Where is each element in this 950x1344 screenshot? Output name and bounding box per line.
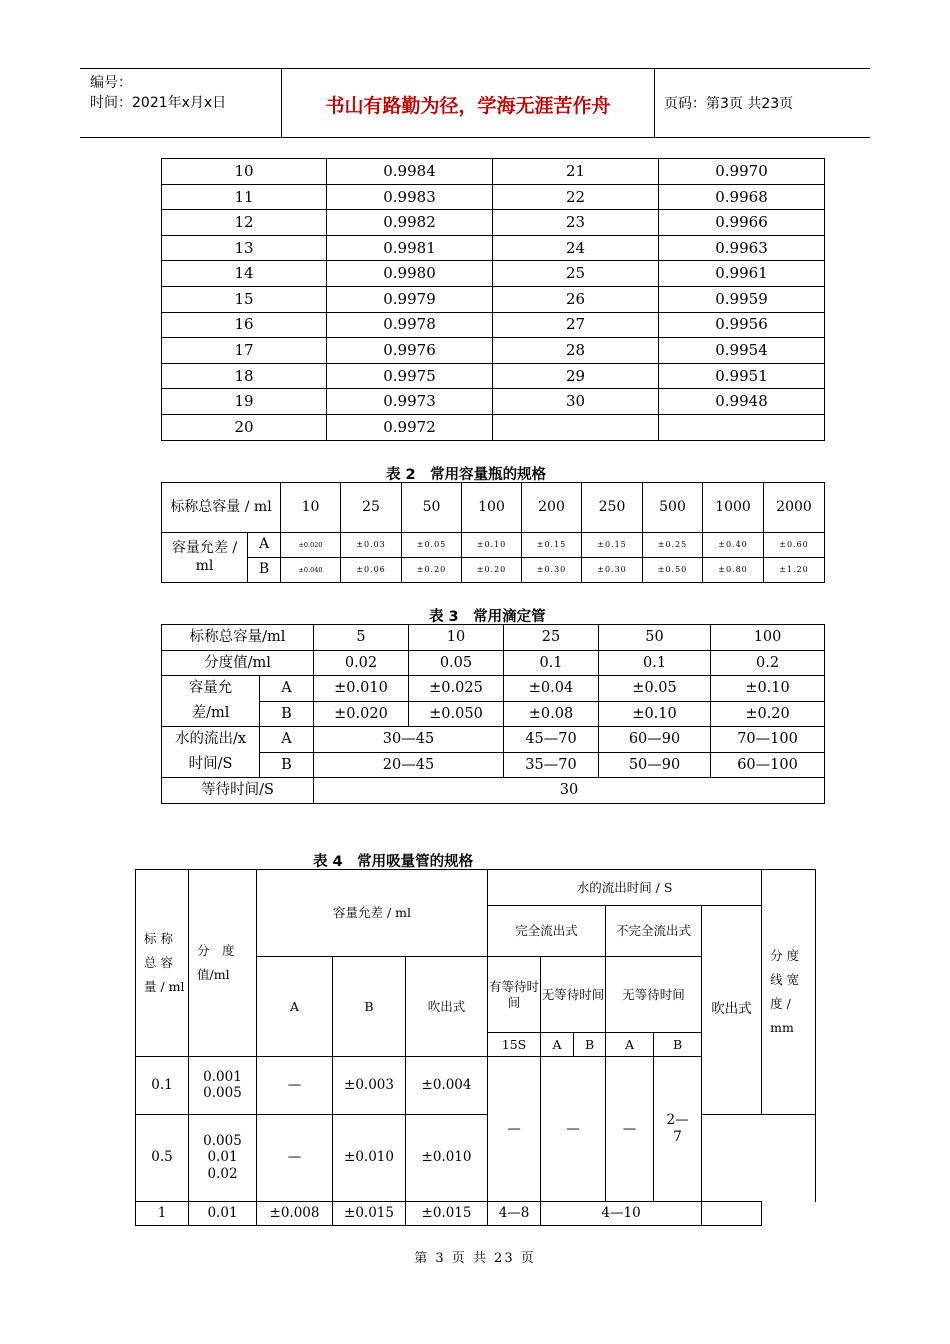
flask-tolerance-header: 容量允差 / ml bbox=[162, 533, 248, 583]
grade-a-label: A bbox=[248, 533, 281, 558]
flask-tolerance-a: ±0.020 bbox=[281, 533, 341, 558]
grade-a-label: A bbox=[260, 727, 314, 753]
pipette-flow-header: 水的流出时间 / S bbox=[488, 870, 762, 906]
burette-tolerance-header: 容量允 bbox=[162, 676, 260, 702]
pipette-division: 0.01 bbox=[189, 1202, 257, 1226]
density-cell: 0.9963 bbox=[659, 235, 825, 261]
flask-capacity: 10 bbox=[281, 483, 341, 533]
flask-capacity-header: 标称总容量 / ml bbox=[162, 483, 281, 533]
burette-flow-b: 20—45 bbox=[314, 752, 504, 778]
flask-tolerance-b: ±0.50 bbox=[643, 558, 703, 583]
volumetric-flask-table bbox=[161, 482, 825, 583]
flask-tolerance-b: ±0.040 bbox=[281, 558, 341, 583]
density-cell: 0.9978 bbox=[327, 312, 493, 338]
table2-caption: 表 2 常用容量瓶的规格 bbox=[386, 467, 547, 483]
density-cell: 0.9951 bbox=[659, 363, 825, 389]
partial-a-value: — bbox=[606, 1057, 654, 1202]
grade-a-label: A bbox=[260, 676, 314, 702]
temperature-cell: 17 bbox=[162, 338, 327, 364]
division-value: 0.005 bbox=[203, 1132, 242, 1149]
temperature-cell: 30 bbox=[493, 389, 659, 415]
burette-division: 0.1 bbox=[504, 650, 599, 676]
burette-flow-a: 70—100 bbox=[711, 727, 825, 753]
density-cell: 0.9982 bbox=[327, 210, 493, 236]
partial-b-line: 2— bbox=[666, 1112, 689, 1129]
burette-flow-b: 50—90 bbox=[599, 752, 711, 778]
grade-a-label: A bbox=[606, 1033, 654, 1057]
grade-b-label: B bbox=[260, 752, 314, 778]
pipette-tolerance-a: — bbox=[257, 1114, 333, 1201]
pipette-capacity: 0.1 bbox=[136, 1057, 189, 1115]
flask-capacity: 2000 bbox=[764, 483, 825, 533]
density-cell: 0.9983 bbox=[327, 184, 493, 210]
flask-capacity: 200 bbox=[522, 483, 582, 533]
header-motto: 书山有路勤为径，学海无涯苦作舟 bbox=[325, 95, 611, 117]
temperature-cell: 27 bbox=[493, 312, 659, 338]
flask-tolerance-a: ±0.40 bbox=[703, 533, 764, 558]
division-value: 0.02 bbox=[207, 1166, 238, 1183]
pipette-table bbox=[135, 869, 816, 1226]
density-cell: 0.9961 bbox=[659, 261, 825, 287]
grade-a-label: A bbox=[541, 1033, 574, 1057]
temperature-cell: 29 bbox=[493, 363, 659, 389]
pipette-capacity: 1 bbox=[136, 1202, 189, 1226]
table4-caption: 表 4 常用吸量管的规格 bbox=[313, 854, 474, 870]
temperature-cell: 21 bbox=[493, 159, 659, 185]
flask-tolerance-b: ±0.06 bbox=[341, 558, 402, 583]
flask-tolerance-b: ±0.20 bbox=[402, 558, 462, 583]
density-cell: 0.9948 bbox=[659, 389, 825, 415]
density-cell: 0.9968 bbox=[659, 184, 825, 210]
temperature-cell: 24 bbox=[493, 235, 659, 261]
density-cell: 0.9966 bbox=[659, 210, 825, 236]
temperature-cell: 11 bbox=[162, 184, 327, 210]
flask-capacity: 250 bbox=[582, 483, 643, 533]
partial-b-line: 7 bbox=[673, 1129, 682, 1145]
table-row bbox=[162, 312, 825, 338]
grade-b-label: B bbox=[248, 558, 281, 583]
flask-tolerance-a: ±0.15 bbox=[582, 533, 643, 558]
table-row bbox=[162, 210, 825, 236]
temperature-cell: 13 bbox=[162, 235, 327, 261]
flask-tolerance-b: ±0.30 bbox=[582, 558, 643, 583]
temperature-cell: 26 bbox=[493, 286, 659, 312]
burette-table bbox=[161, 624, 825, 804]
flask-tolerance-b: ±0.20 bbox=[462, 558, 522, 583]
pipette-division bbox=[189, 1114, 257, 1201]
grade-b-label: B bbox=[260, 701, 314, 727]
page-footer: 第 3 页 共 23 页 bbox=[414, 1251, 536, 1266]
flask-capacity: 100 bbox=[462, 483, 522, 533]
burette-division: 0.1 bbox=[599, 650, 711, 676]
flask-tolerance-b: ±1.20 bbox=[764, 558, 825, 583]
flask-tolerance-b: ±0.30 bbox=[522, 558, 582, 583]
with-wait-header: 有等待时间 bbox=[488, 957, 541, 1033]
flask-tolerance-a: ±0.10 bbox=[462, 533, 522, 558]
document-number: 编号： bbox=[90, 75, 132, 91]
table-row bbox=[162, 389, 825, 415]
flask-tolerance-a: ±0.15 bbox=[522, 533, 582, 558]
burette-capacity: 100 bbox=[711, 625, 825, 651]
division-value: 0.001 bbox=[203, 1068, 242, 1085]
flask-tolerance-a: ±0.05 bbox=[402, 533, 462, 558]
pipette-tolerance-header: 容量允差 / ml bbox=[257, 870, 488, 957]
flask-capacity: 25 bbox=[341, 483, 402, 533]
pipette-tolerance-b: ±0.010 bbox=[333, 1114, 406, 1201]
burette-tolerance-b: ±0.10 bbox=[599, 701, 711, 727]
pipette-division-header: 分 度 值/ml bbox=[189, 870, 257, 1057]
temperature-cell: 12 bbox=[162, 210, 327, 236]
burette-flow-header: 水的流出/x bbox=[162, 727, 260, 753]
table-row bbox=[162, 414, 825, 440]
blowout-range bbox=[702, 1202, 762, 1226]
flask-capacity: 1000 bbox=[703, 483, 764, 533]
density-cell: 0.9956 bbox=[659, 312, 825, 338]
density-cell: 0.9959 bbox=[659, 286, 825, 312]
partial-outflow-header: 不完全流出式 bbox=[606, 906, 702, 957]
temperature-cell: 14 bbox=[162, 261, 327, 287]
burette-capacity: 10 bbox=[409, 625, 504, 651]
burette-flow-a: 60—90 bbox=[599, 727, 711, 753]
burette-wait-header: 等待时间/S bbox=[162, 778, 314, 804]
density-table bbox=[161, 158, 825, 441]
temperature-cell: 23 bbox=[493, 210, 659, 236]
burette-tolerance-header: 差/ml bbox=[162, 701, 260, 727]
blowout-type-header: 吹出式 bbox=[702, 906, 762, 1115]
temperature-cell: 25 bbox=[493, 261, 659, 287]
burette-tolerance-a: ±0.10 bbox=[711, 676, 825, 702]
burette-tolerance-a: ±0.025 bbox=[409, 676, 504, 702]
pipette-tolerance-blowout: ±0.015 bbox=[406, 1202, 488, 1226]
partial-b-value bbox=[654, 1057, 702, 1202]
table-row bbox=[162, 235, 825, 261]
temperature-cell: 19 bbox=[162, 389, 327, 415]
density-cell bbox=[659, 414, 825, 440]
density-cell: 0.9972 bbox=[327, 414, 493, 440]
division-value: 0.01 bbox=[207, 1149, 238, 1166]
burette-capacity: 25 bbox=[504, 625, 599, 651]
density-cell: 0.9954 bbox=[659, 338, 825, 364]
burette-division: 0.2 bbox=[711, 650, 825, 676]
burette-wait-value: 30 bbox=[314, 778, 825, 804]
density-cell: 0.9970 bbox=[659, 159, 825, 185]
temperature-cell: 22 bbox=[493, 184, 659, 210]
burette-tolerance-a: ±0.05 bbox=[599, 676, 711, 702]
grade-b-label: B bbox=[333, 957, 406, 1057]
temperature-cell: 20 bbox=[162, 414, 327, 440]
density-cell: 0.9976 bbox=[327, 338, 493, 364]
flask-tolerance-a: ±0.03 bbox=[341, 533, 402, 558]
pipette-tolerance-b: ±0.003 bbox=[333, 1057, 406, 1115]
flask-tolerance-a: ±0.25 bbox=[643, 533, 703, 558]
density-cell: 0.9981 bbox=[327, 235, 493, 261]
burette-tolerance-b: ±0.050 bbox=[409, 701, 504, 727]
with-wait-value: — bbox=[488, 1057, 541, 1202]
pipette-capacity: 0.5 bbox=[136, 1114, 189, 1201]
no-wait-value: 4—10 bbox=[541, 1202, 702, 1226]
burette-tolerance-b: ±0.20 bbox=[711, 701, 825, 727]
pipette-tolerance-b: ±0.015 bbox=[333, 1202, 406, 1226]
table-row bbox=[162, 363, 825, 389]
document-date: 时间：2021年x月x日 bbox=[90, 95, 227, 111]
burette-division: 0.05 bbox=[409, 650, 504, 676]
burette-division: 0.02 bbox=[314, 650, 409, 676]
division-value: 0.005 bbox=[203, 1085, 242, 1102]
burette-division-header: 分度值/ml bbox=[162, 650, 314, 676]
burette-capacity: 5 bbox=[314, 625, 409, 651]
grade-b-label: B bbox=[574, 1033, 606, 1057]
table-row bbox=[162, 159, 825, 185]
pipette-tolerance-blowout: ±0.004 bbox=[406, 1057, 488, 1115]
density-cell: 0.9975 bbox=[327, 363, 493, 389]
density-cell: 0.9973 bbox=[327, 389, 493, 415]
temperature-cell: 28 bbox=[493, 338, 659, 364]
flask-capacity: 500 bbox=[643, 483, 703, 533]
no-wait-header: 无等待时间 bbox=[541, 957, 606, 1033]
table-row bbox=[162, 184, 825, 210]
grade-a-label: A bbox=[257, 957, 333, 1057]
temperature-cell: 10 bbox=[162, 159, 327, 185]
grade-b-label: B bbox=[654, 1033, 702, 1057]
pipette-tolerance-blowout: ±0.010 bbox=[406, 1114, 488, 1201]
table-row bbox=[162, 338, 825, 364]
table3-caption: 表 3 常用滴定管 bbox=[429, 609, 546, 625]
burette-tolerance-b: ±0.020 bbox=[314, 701, 409, 727]
burette-tolerance-a: ±0.010 bbox=[314, 676, 409, 702]
temperature-cell: 18 bbox=[162, 363, 327, 389]
burette-flow-a: 30—45 bbox=[314, 727, 504, 753]
burette-flow-header: 时间/S bbox=[162, 752, 260, 778]
temperature-cell: 16 bbox=[162, 312, 327, 338]
header-meta bbox=[90, 73, 226, 113]
burette-capacity: 50 bbox=[599, 625, 711, 651]
burette-flow-a: 45—70 bbox=[504, 727, 599, 753]
header-page-info: 页码：第3页 共23页 bbox=[664, 96, 794, 112]
no-wait-value: — bbox=[541, 1057, 606, 1202]
burette-flow-b: 35—70 bbox=[504, 752, 599, 778]
with-wait-value: 4—8 bbox=[488, 1202, 541, 1226]
flask-capacity: 50 bbox=[402, 483, 462, 533]
temperature-cell bbox=[493, 414, 659, 440]
wait-15s-label: 15S bbox=[488, 1033, 541, 1057]
pipette-tolerance-a: — bbox=[257, 1057, 333, 1115]
burette-tolerance-a: ±0.04 bbox=[504, 676, 599, 702]
blowout-tolerance-header: 吹出式 bbox=[406, 957, 488, 1057]
burette-capacity-header: 标称总容量/ml bbox=[162, 625, 314, 651]
flask-tolerance-a: ±0.60 bbox=[764, 533, 825, 558]
pipette-line-width-header: 分 度 线 宽 度 / mm bbox=[762, 870, 816, 1115]
temperature-cell: 15 bbox=[162, 286, 327, 312]
pipette-tolerance-a: ±0.008 bbox=[257, 1202, 333, 1226]
burette-flow-b: 60—100 bbox=[711, 752, 825, 778]
partial-no-wait-header: 无等待时间 bbox=[606, 957, 702, 1033]
table-row bbox=[162, 261, 825, 287]
full-outflow-header: 完全流出式 bbox=[488, 906, 606, 957]
density-cell: 0.9979 bbox=[327, 286, 493, 312]
pipette-division bbox=[189, 1057, 257, 1115]
density-cell: 0.9984 bbox=[327, 159, 493, 185]
page-header bbox=[80, 68, 870, 138]
flask-tolerance-b: ±0.80 bbox=[703, 558, 764, 583]
burette-tolerance-b: ±0.08 bbox=[504, 701, 599, 727]
density-cell: 0.9980 bbox=[327, 261, 493, 287]
table-row bbox=[162, 286, 825, 312]
pipette-capacity-header: 标 称 总 容 量 / ml bbox=[136, 870, 189, 1057]
